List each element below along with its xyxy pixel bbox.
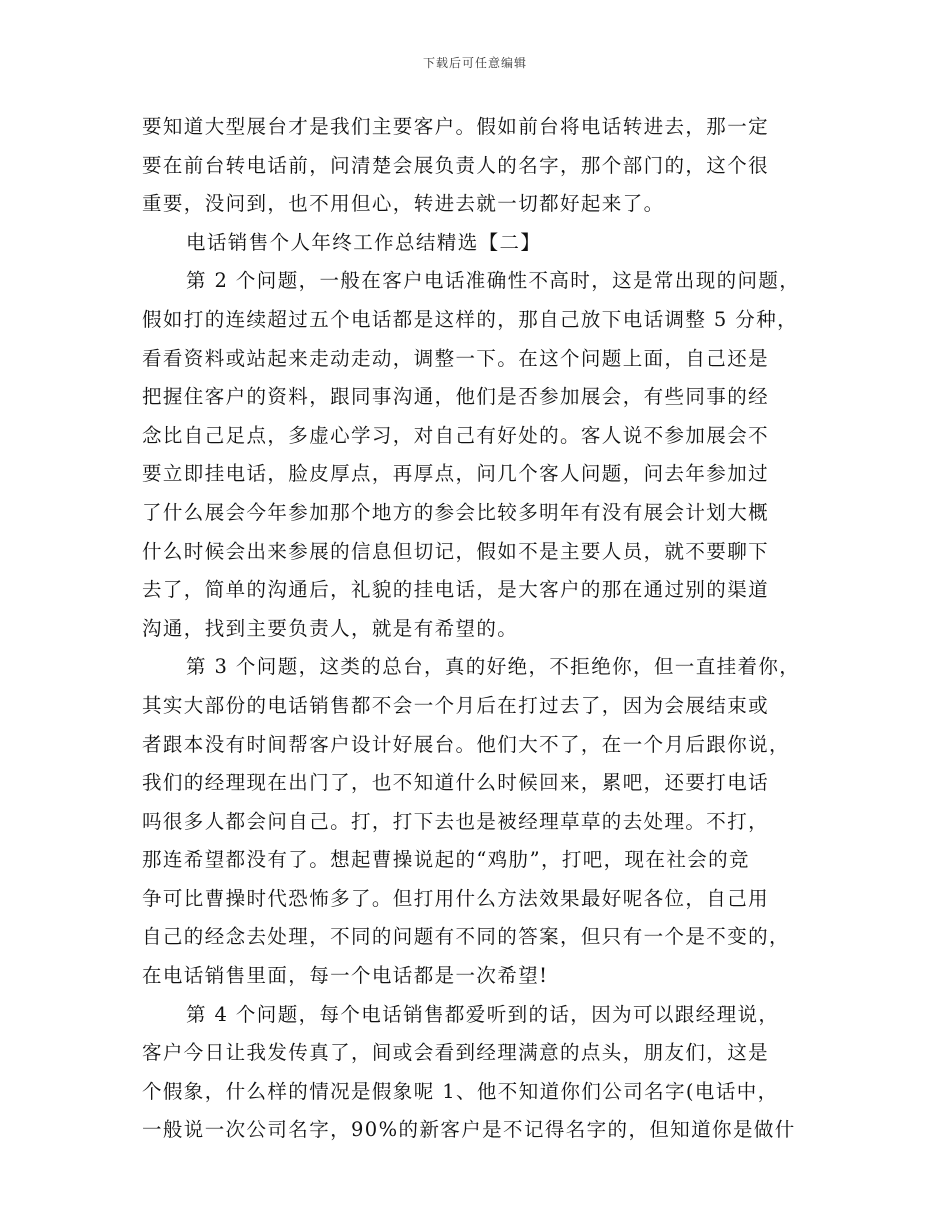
- text-line: 重要，没问到，也不用但心，转进去就一切都好起来了。: [142, 192, 665, 216]
- text-line: 要在前台转电话前，问清楚会展负责人的名字，那个部门的，这个很: [142, 153, 770, 177]
- paragraph-question-4: [142, 996, 806, 1150]
- text-line: 第 4 个问题，每个电话销售都爱听到的话，因为可以跟经理说，: [186, 1002, 780, 1026]
- text-line: 那连希望都没有了。想起曹操说起的“鸡肋”，打吧，现在社会的竞: [142, 848, 750, 872]
- text-line: 我们的经理现在出门了，也不知道什么时候回来，累吧，还要打电话: [142, 771, 770, 795]
- text-line: 了什么展会今年参加那个地方的参会比较多明年有没有展会计划大概: [142, 500, 770, 524]
- text-line: 个假象，什么样的情况是假象呢 1、他不知道你们公司名字(电话中，: [142, 1079, 779, 1103]
- text-line: 要知道大型展台才是我们主要客户。假如前台将电话转进去，那一定: [142, 115, 770, 138]
- heading-text: 电话销售个人年终工作总结精选【二】: [186, 230, 542, 254]
- text-line: 者跟本没有时间帮客户设计好展台。他们大不了，在一个月后跟你说，: [142, 732, 790, 756]
- paragraph-continuation: [142, 108, 806, 224]
- text-line: 自己的经念去处理，不同的问题有不同的答案，但只有一个是不变的，: [142, 925, 790, 949]
- text-line: 沟通，找到主要负责人，就是有希望的。: [142, 616, 519, 640]
- document-body: [142, 108, 806, 1150]
- text-line: 第 3 个问题，这类的总台，真的好绝，不拒绝你，但一直挂着你，: [186, 655, 801, 679]
- text-line: 什么时候会出来参展的信息但切记，假如不是主要人员，就不要聊下: [142, 539, 770, 563]
- text-line: 吗很多人都会问自己。打，打下去也是被经理草草的去处理。不打，: [142, 809, 770, 833]
- text-line: 看看资料或站起来走动走动，调整一下。在这个问题上面，自己还是: [142, 346, 770, 370]
- text-line: 客户今日让我发传真了，间或会看到经理满意的点头，朋友们，这是: [142, 1041, 770, 1065]
- text-line: 争可比曹操时代恐怖多了。但打用什么方法效果最好呢各位，自己用: [142, 886, 770, 910]
- paragraph-question-2: [142, 262, 806, 648]
- text-line: 去了，简单的沟通后，礼貌的挂电话，是大客户的那在通过别的渠道: [142, 578, 770, 602]
- paragraph-question-3: [142, 648, 806, 995]
- text-line: 在电话销售里面，每一个电话都是一次希望!: [142, 964, 549, 988]
- page-header: 下载后可任意编辑: [422, 56, 527, 70]
- text-line: 其实大部份的电话销售都不会一个月后在打过去了，因为会展结束或: [142, 693, 770, 717]
- text-line: 第 2 个问题，一般在客户电话准确性不高时，这是常出现的问题，: [186, 269, 801, 293]
- text-line: 把握住客户的资料，跟同事沟通，他们是否参加展会，有些同事的经: [142, 385, 770, 409]
- section-heading: [142, 224, 806, 263]
- text-line: 要立即挂电话，脸皮厚点，再厚点，问几个客人问题，问去年参加过: [142, 462, 770, 486]
- text-line: 念比自己足点，多虚心学习，对自己有好处的。客人说不参加展会不: [142, 423, 770, 447]
- text-line: 假如打的连续超过五个电话都是这样的，那自己放下电话调整 5 分种，: [142, 307, 799, 331]
- text-line: 一般说一次公司名字，90%的新客户是不记得名字的，但知道你是做什: [142, 1118, 796, 1142]
